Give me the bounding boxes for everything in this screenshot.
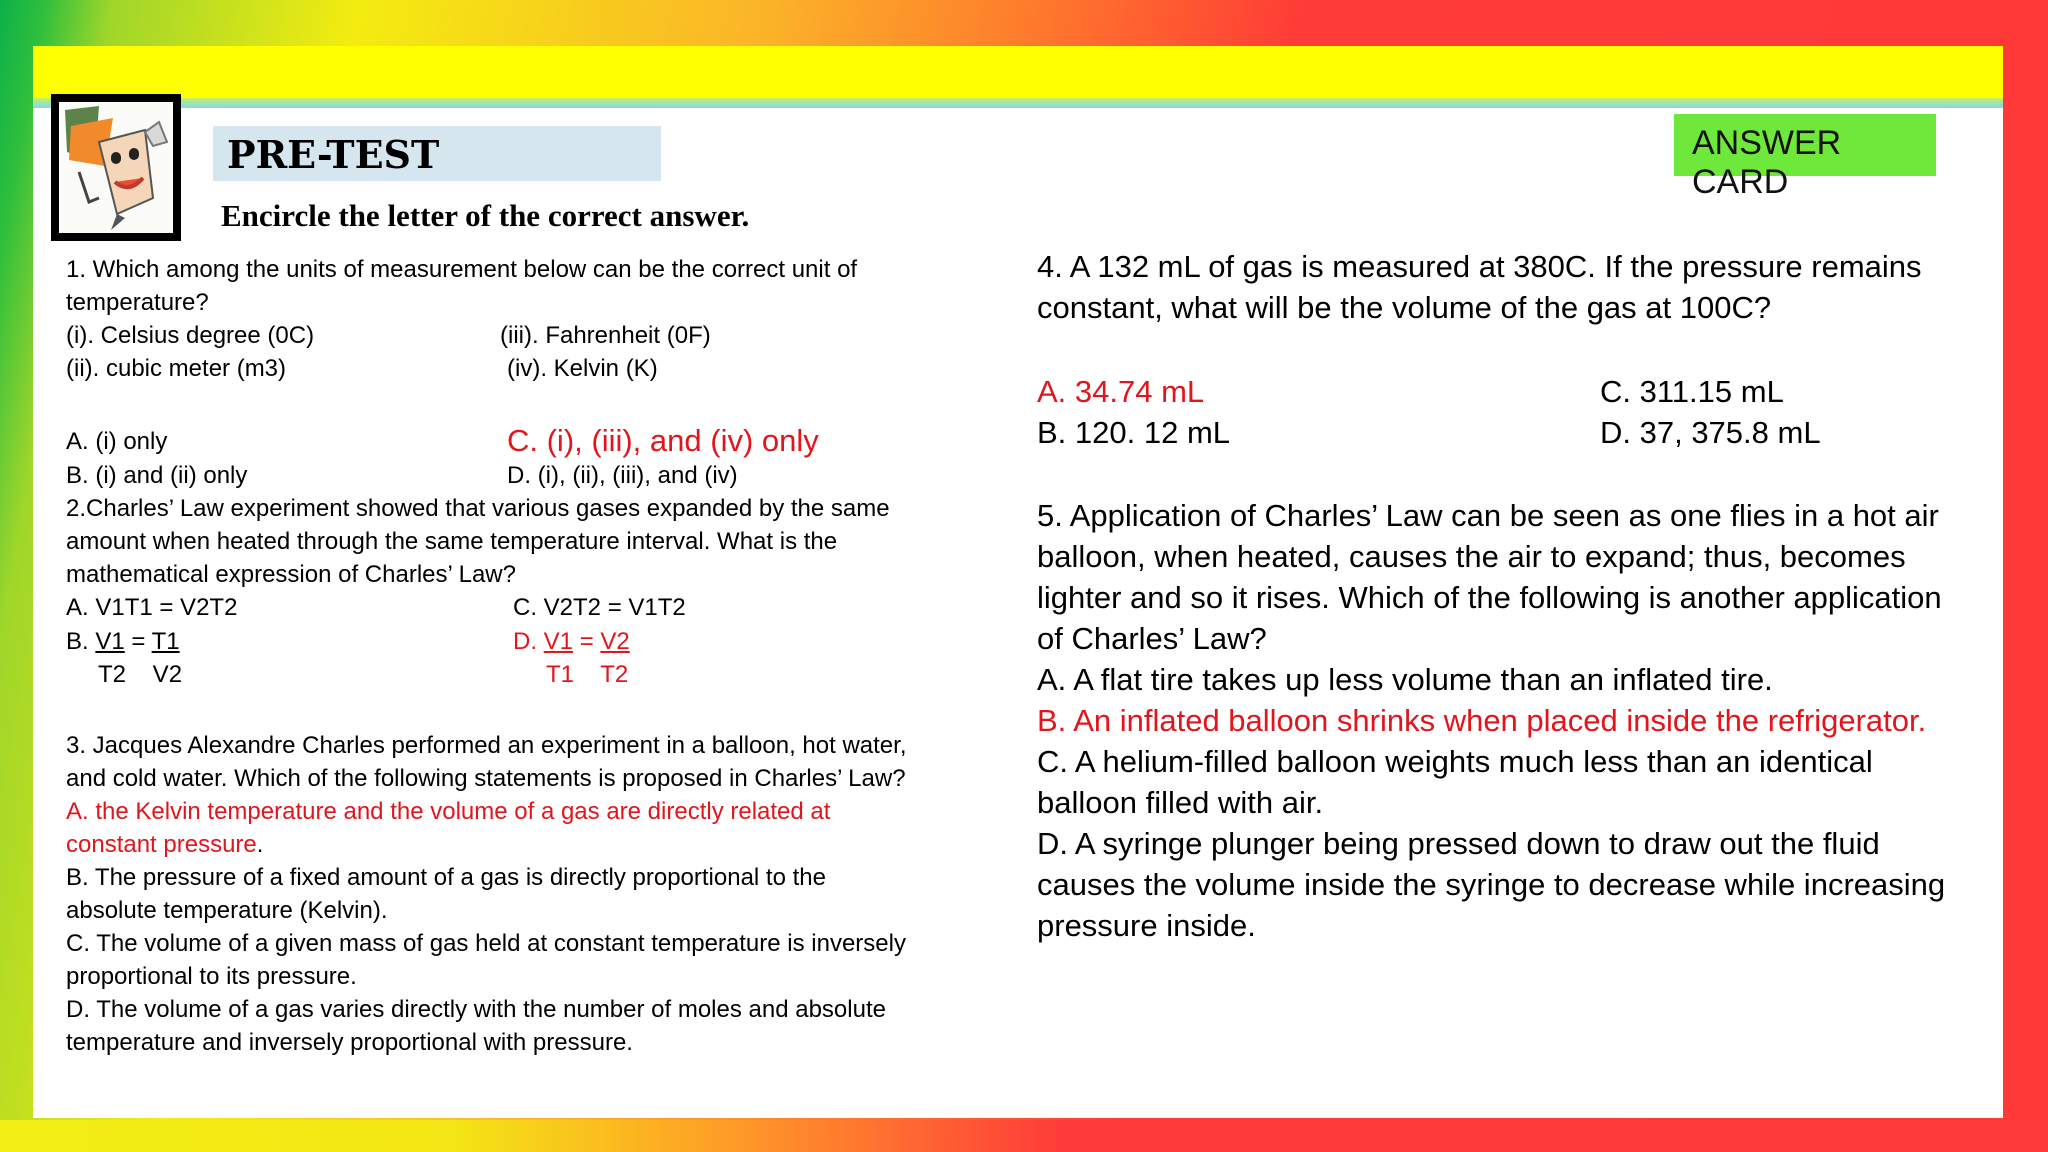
q4-choice-c: C. 311.15 mL — [1600, 374, 1784, 409]
q5-choice-c-line2: balloon filled with air. — [1037, 785, 1324, 820]
q5-stem-line4: of Charles’ Law? — [1037, 621, 1267, 656]
answer-card-label: ANSWER CARD — [1692, 124, 1842, 201]
q5-stem-line2: balloon, when heated, causes the air to expand; thus, becomes — [1037, 539, 1906, 574]
q3-choice-b-line2: absolute temperature (Kelvin). — [66, 897, 388, 924]
q2-b-prefix: B. — [66, 628, 89, 655]
page-title: PRE-TEST — [227, 132, 440, 177]
pencil-mascot-logo — [51, 94, 181, 241]
q2-b-numerator2: T1 — [151, 628, 180, 655]
q5-choice-d-line1: D. A syringe plunger being pressed down to draw out the fluid — [1037, 826, 1880, 861]
q4-choice-a-answer: A. 34.74 mL — [1037, 374, 1205, 409]
q5-choice-b-answer: B. An inflated balloon shrinks when placed inside the refrigerator. — [1037, 703, 1927, 738]
q1-stem-line2: temperature? — [66, 289, 209, 316]
q4-stem-line2: constant, what will be the volume of the gas at 100C? — [1037, 290, 1772, 325]
q3-a-line2-text: constant pressure — [66, 831, 257, 858]
q1-option-iii: (iii). Fahrenheit (0F) — [500, 322, 711, 349]
pencil-mascot-icon — [59, 102, 173, 233]
q2-choice-d-answer — [513, 628, 630, 656]
header-bar-underline — [33, 98, 2003, 108]
q1-choice-b: B. (i) and (ii) only — [66, 462, 248, 489]
q3-choice-c-line1: C. The volume of a given mass of gas held at constant temperature is inversely — [66, 930, 906, 957]
q2-d-denominators: T1 T2 — [546, 661, 629, 688]
q3-choice-d-line1: D. The volume of a gas varies directly with the number of moles and absolute — [66, 996, 886, 1023]
q1-option-i: (i). Celsius degree (0C) — [66, 322, 315, 349]
q3-stem-line1: 3. Jacques Alexandre Charles performed an experiment in a balloon, hot water, — [66, 732, 907, 759]
q5-choice-d-line3: pressure inside. — [1037, 908, 1256, 943]
header-bar — [33, 46, 2003, 98]
q2-choice-c: C. V2T2 = V1T2 — [513, 594, 686, 621]
q3-choice-b-line1: B. The pressure of a fixed amount of a gas is directly proportional to the — [66, 864, 826, 891]
q4-stem-line1: 4. A 132 mL of gas is measured at 380C. If the pressure remains — [1037, 249, 1922, 284]
q5-choice-c-line1: C. A helium-filled balloon weights much less than an identical — [1037, 744, 1873, 779]
q5-stem-line3: lighter and so it rises. Which of the following is another application — [1037, 580, 1942, 615]
q2-stem-line1: 2.Charles’ Law experiment showed that various gases expanded by the same — [66, 495, 890, 522]
q2-choice-b — [66, 628, 180, 656]
q2-d-numerator2: V2 — [600, 628, 630, 655]
q3-a-line2-period: . — [256, 831, 264, 858]
q2-d-equals: = — [579, 628, 594, 655]
q5-choice-d-line2: causes the volume inside the syringe to decrease while increasing — [1037, 867, 1946, 902]
q3-choice-a-answer-line1: A. the Kelvin temperature and the volume of a gas are directly related at — [66, 798, 831, 825]
q3-choice-c-line2: proportional to its pressure. — [66, 963, 357, 990]
instruction-text: Encircle the letter of the correct answer. — [221, 198, 750, 233]
q3-stem-line2: and cold water. Which of the following statements is proposed in Charles’ Law? — [66, 765, 906, 792]
q1-choice-a: A. (i) only — [66, 428, 168, 455]
q2-choice-a: A. V1T1 = V2T2 — [66, 594, 238, 621]
q5-choice-a: A. A flat tire takes up less volume than an inflated tire. — [1037, 662, 1773, 697]
q1-choice-d: D. (i), (ii), (iii), and (iv) — [507, 462, 738, 489]
bottom-gradient-strip — [0, 1120, 2048, 1152]
q5-stem-line1: 5. Application of Charles’ Law can be seen as one flies in a hot air — [1037, 498, 1939, 533]
q3-choice-d-line2: temperature and inversely proportional with pressure. — [66, 1029, 633, 1056]
q2-b-equals: = — [131, 628, 146, 655]
q2-stem-line2: amount when heated through the same temperature interval. What is the — [66, 528, 838, 555]
q2-b-numerator1: V1 — [95, 628, 125, 655]
q3-choice-a-answer-line2 — [66, 831, 263, 859]
q2-stem-line3: mathematical expression of Charles’ Law? — [66, 561, 516, 588]
q2-b-denominators: T2 V2 — [98, 661, 183, 688]
q1-stem-line1: 1. Which among the units of measurement below can be the correct unit of — [66, 256, 858, 283]
q2-d-prefix: D. — [513, 628, 537, 655]
q1-option-iv: (iv). Kelvin (K) — [507, 355, 658, 382]
q1-choice-c-answer: C. (i), (iii), and (iv) only — [507, 423, 819, 458]
q4-choice-d: D. 37, 375.8 mL — [1600, 415, 1821, 450]
q4-choice-b: B. 120. 12 mL — [1037, 415, 1231, 450]
q1-option-ii: (ii). cubic meter (m3) — [66, 355, 287, 382]
slide-card — [33, 46, 2003, 1118]
answer-card-badge — [1674, 114, 1936, 201]
q2-d-numerator1: V1 — [543, 628, 574, 655]
